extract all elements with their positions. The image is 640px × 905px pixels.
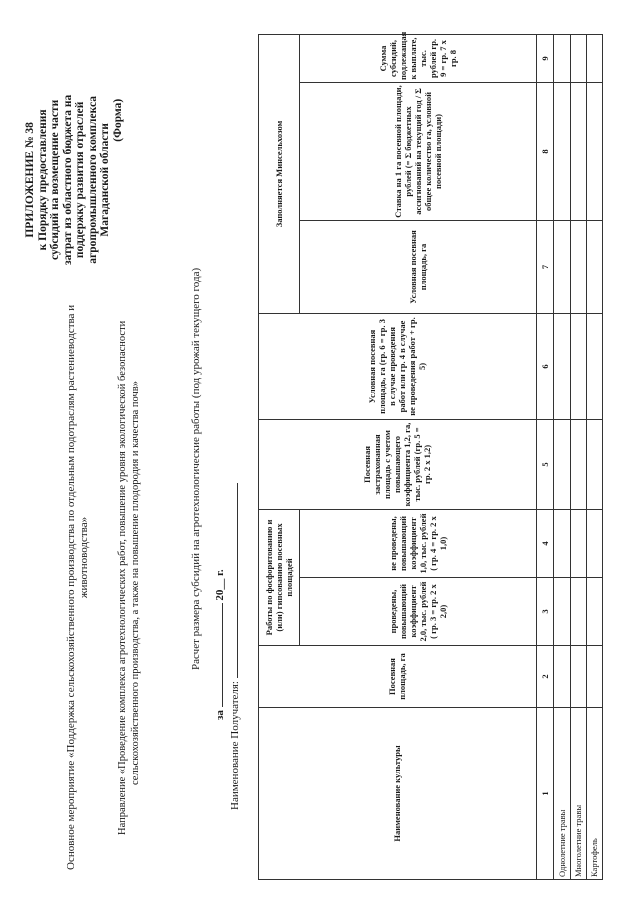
header-row-1 — [259, 34, 300, 879]
table-cell — [586, 220, 602, 313]
column-number: 7 — [536, 220, 553, 313]
table-cell — [554, 646, 570, 708]
recipient-blank — [228, 483, 238, 678]
table-cell — [570, 313, 586, 419]
column-number-row — [536, 34, 553, 879]
table-cell — [570, 419, 586, 509]
table-cell — [570, 509, 586, 577]
col-works-group-header: Работы по фосфоритованию и (или) гипсованию посевных площадей — [259, 509, 300, 645]
column-number: 6 — [536, 313, 553, 419]
calc-title: Расчет размера субсидий на агротехнологические работы (под урожай текущего года) — [190, 267, 202, 670]
col-carried-out-header: проведены, повышающий коэффициент 2,0, тыс. рублей ( гр. 3 = гр. 2 х 2,0) — [300, 578, 537, 646]
row-culture-name: Картофель — [586, 708, 602, 880]
col-culture-header: Наименование культуры — [259, 708, 537, 880]
main-event-line: животноводства» — [78, 516, 90, 599]
appendix-line: субсидий на возмещение части — [49, 99, 61, 260]
row-culture-name: Многолетние травы — [570, 708, 586, 880]
table-cell — [586, 646, 602, 708]
appendix-line: Магаданской области — [99, 123, 111, 237]
table-cell — [570, 34, 586, 82]
table-cell — [586, 82, 602, 220]
period-year: 20__ г. — [214, 569, 226, 601]
column-number: 2 — [536, 646, 553, 708]
col-ministry-conditional-header: Условная посевная площадь, га — [300, 220, 537, 313]
table-cell — [586, 34, 602, 82]
table-cell — [586, 419, 602, 509]
table-cell — [570, 82, 586, 220]
table-cell — [586, 509, 602, 577]
table-cell — [554, 419, 570, 509]
appendix-line: затрат из областного бюджета на — [61, 94, 74, 265]
table-cell — [570, 220, 586, 313]
col-subsidy-sum-header: Сумма субсидий, подлежащая к выплате, тыс. рублей гр. 9 = гр. 7 х гр. 8 — [300, 34, 537, 82]
table-cell — [554, 509, 570, 577]
column-number: 1 — [536, 708, 553, 880]
table-row — [586, 34, 602, 879]
appendix-line: к Порядку предоставления — [36, 109, 49, 251]
table-cell — [554, 313, 570, 419]
table-cell — [570, 578, 586, 646]
subsidy-table — [258, 31, 603, 880]
row-culture-name: Однолетние травы — [554, 708, 570, 880]
table-cell — [554, 220, 570, 313]
form-label: (Форма) — [111, 98, 124, 142]
appendix-line: ПРИЛОЖЕНИЕ № 38 — [24, 122, 36, 238]
table-cell — [586, 578, 602, 646]
table-cell — [570, 646, 586, 708]
recipient-label: Наименование Получателя: — [229, 681, 241, 810]
direction-line: Направление «Проведение комплекса агротехнологических работ, повышение уровня экологической безопасности — [117, 320, 128, 835]
period-blank — [213, 603, 223, 707]
table-row — [554, 34, 570, 879]
period-line — [213, 569, 227, 720]
column-number: 9 — [536, 34, 553, 82]
table-cell — [586, 313, 602, 419]
column-number: 3 — [536, 578, 553, 646]
col-insured-header: Посевная застрахованная площадь с учетом повышающего коэффициента 1,2, га, тыс. рублей (гр. 5 = гр. 2 х 1,2) — [259, 419, 537, 509]
period-prefix: за — [214, 710, 226, 720]
direction-line: сельскохозяйственного производства, а также на повышение плодородия и качества почв» — [130, 381, 141, 785]
main-event-line: Основное мероприятие «Поддержка сельскохозяйственного производства по отдельным подотраслям растениеводства и — [65, 304, 77, 870]
main-event — [65, 305, 91, 870]
appendix-line: агропромышленного комплекса — [86, 96, 99, 264]
column-number: 5 — [536, 419, 553, 509]
recipient-line — [228, 483, 242, 810]
table-cell — [554, 34, 570, 82]
column-number: 4 — [536, 509, 553, 577]
table-cell — [554, 82, 570, 220]
col-not-carried-out-header: не проведены, повышающий коэффициент 1,0, тыс. рублей ( гр. 4 = гр. 2 х 1,0) — [300, 509, 537, 577]
direction — [116, 321, 142, 835]
col-rate-header: Ставка на 1 га посевной площади, рублей (= Σ бюджетных ассигнований на текущий год / Σ общее количество га, условной посевной площади) — [300, 82, 537, 220]
col-area-header: Посевная площадь, га — [259, 646, 537, 708]
appendix-header — [24, 95, 124, 265]
appendix-line: поддержку развития отраслей — [74, 101, 86, 259]
col-conditional-header: Условная посевная площадь, га (гр. 6 = гр. 3 в случае проведения работ или гр. 4 в случае не проведения работ + гр. 5) — [259, 313, 537, 419]
table-row — [570, 34, 586, 879]
col-ministry-group-header: Заполняется Минсельхозом — [259, 34, 300, 313]
table-cell — [554, 578, 570, 646]
column-number: 8 — [536, 82, 553, 220]
